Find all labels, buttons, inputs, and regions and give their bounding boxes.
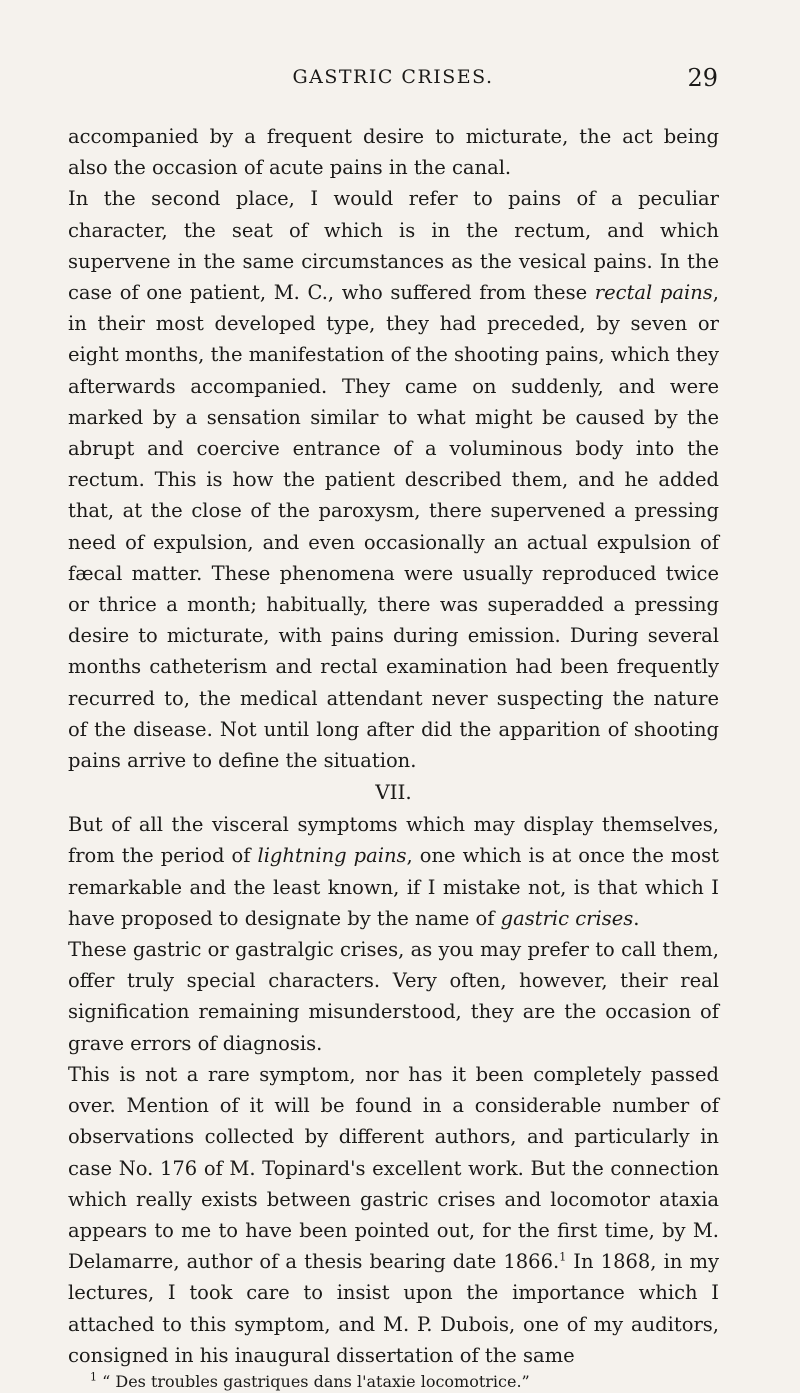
text-run: This is not a rare symptom, nor has it been completely passed over. Mention of it will be found in a considerable number of observations collected by different authors, and particularly in case No. 176 of M. Topinard's excellent work. But the connection which really exists between gastric crises and locomotor ataxia appears to me to have been pointed out, for the first time, by M. Delamarre, author of a thesis bearing date 1866. xyxy=(68,1062,719,1274)
text-run: In 1868, in my lectures, I took care to insist upon the importance which I attached to this symptom, and M. P. Dubois, one of my auditors, consigned in his inaugural dissertation of the same xyxy=(68,1250,719,1367)
paragraph xyxy=(68,934,719,1059)
footnote-text: “ Des troubles gastriques dans l'ataxie locomotrice.” xyxy=(102,1371,530,1391)
footnote-ref: 1 xyxy=(559,1250,567,1264)
section-heading: VII. xyxy=(375,780,412,805)
running-title: GASTRIC CRISES. xyxy=(292,66,494,88)
text-run: accompanied by a frequent desire to micturate, the act being also the occasion of acute pains in the canal. xyxy=(68,125,719,180)
paragraph xyxy=(68,809,719,934)
body-text xyxy=(68,121,719,1393)
text-run: These gastric or gastralgic crises, as you may prefer to call them, offer truly special characters. Very often, however, their real signification remaining misunderstood, they are the occasion of grave errors of diagnosis. xyxy=(68,938,719,1055)
paragraph xyxy=(68,183,719,776)
text-run: , in their most developed type, they had preceded, by seven or eight months, the manifestation of the shooting pains, which they afterwards accompanied. They came on suddenly, and were marked by a sensation similar to what might be caused by the abrupt and coercive entrance of a voluminous body into the rectum. This is how the patient described them, and he added that, at the close of the paroxysm, there supervened a pressing need of expulsion, and even occasionally an actual expulsion of fæcal matter. These phenomena were usually reproduced twice or thrice a month; habitually, there was superadded a pressing desire to micturate, with pains during emission. During several months catheterism and rectal examination had been frequently recurred to, the medical attendant never suspecting the nature of the disease. Not until long after did the apparition of shooting pains arrive to define the situation. xyxy=(68,281,719,773)
paragraphs-before-section xyxy=(68,121,719,776)
text-run: In the second place, I would refer to pains of a peculiar character, the seat of which is in the rectum, and which supervene in the same circumstances as the vesical pains. In the case of one patient, M. C., who suffered from these xyxy=(68,187,719,305)
text-run: , one which is at once the most remarkable and the least known, if I mistake not, is that which I have proposed to designate by the name of xyxy=(68,844,719,930)
footnote xyxy=(68,1371,719,1393)
paragraph xyxy=(68,121,719,183)
paragraph xyxy=(68,1059,719,1371)
emphasis-text: rectal pains xyxy=(594,281,713,305)
page-header xyxy=(68,64,718,94)
text-run: . xyxy=(633,906,640,930)
emphasis-text: lightning pains xyxy=(257,844,407,868)
text-run: But of all the visceral symptoms which may display themselves, from the period of xyxy=(68,813,719,868)
footnote-marker: 1 xyxy=(90,1370,97,1384)
emphasis-text: gastric crises xyxy=(500,906,634,930)
paragraphs-after-section xyxy=(68,809,719,1371)
page-number: 29 xyxy=(687,64,718,92)
